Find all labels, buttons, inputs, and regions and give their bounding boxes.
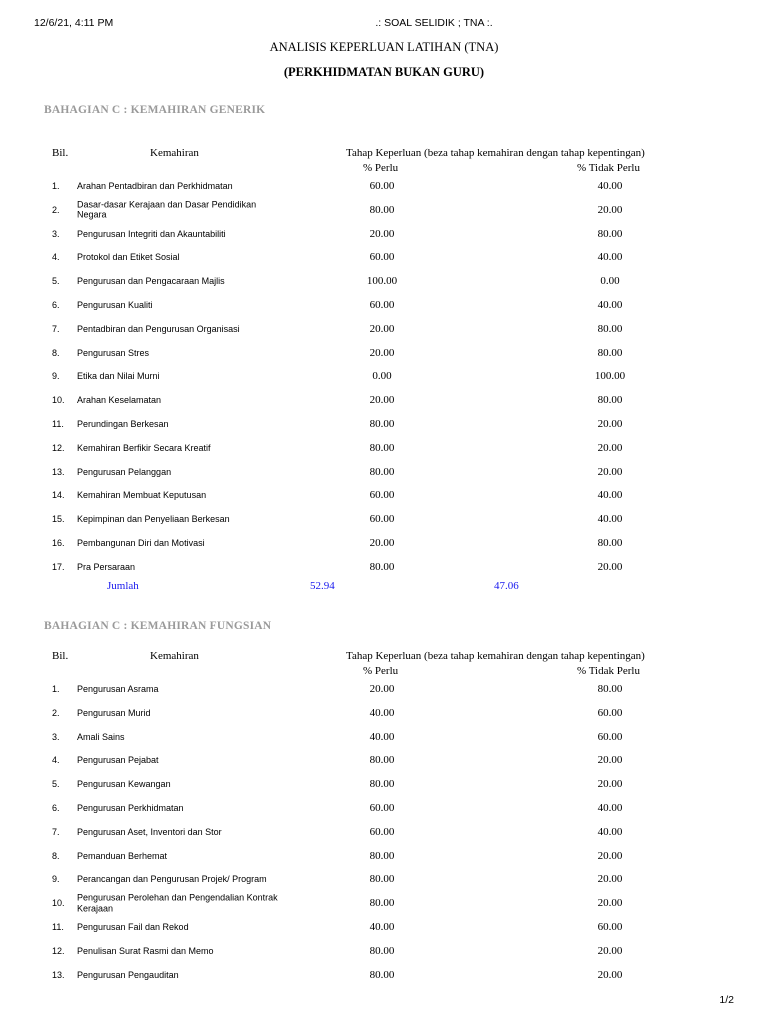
percent-perlu: 100.00 bbox=[366, 275, 398, 288]
table-row bbox=[0, 436, 768, 460]
skill-name: Amali Sains bbox=[77, 731, 125, 742]
section-functional-title: BAHAGIAN C : KEMAHIRAN FUNGSIAN bbox=[44, 620, 272, 632]
table-row bbox=[0, 483, 768, 507]
section-generic-title: BAHAGIAN C : KEMAHIRAN GENERIK bbox=[44, 104, 266, 116]
percent-perlu: 60.00 bbox=[369, 825, 395, 838]
skill-name: Pengurusan Murid bbox=[77, 707, 151, 718]
row-number: 2. bbox=[52, 707, 60, 718]
row-number: 4. bbox=[52, 252, 60, 263]
percent-perlu: 0.00 bbox=[372, 370, 392, 383]
skill-name: Etika dan Nilai Murni bbox=[77, 371, 160, 382]
table-row bbox=[0, 364, 768, 388]
print-page-title: .: SOAL SELIDIK ; TNA :. bbox=[375, 17, 493, 29]
row-number: 9. bbox=[52, 371, 60, 382]
row-number: 16. bbox=[52, 538, 65, 548]
row-number: 5. bbox=[52, 276, 60, 287]
percent-tidak-perlu: 80.00 bbox=[597, 537, 623, 549]
percent-tidak-perlu: 40.00 bbox=[597, 299, 623, 311]
skill-name: Pengurusan Asrama bbox=[77, 683, 159, 694]
col-skill: Kemahiran bbox=[150, 650, 199, 662]
table-row bbox=[0, 341, 768, 365]
generic-total-tidak-perlu: 47.06 bbox=[494, 580, 519, 592]
col-bil: Bil. bbox=[52, 650, 69, 662]
skill-name: Pengurusan Pengauditan bbox=[77, 969, 179, 980]
table-row bbox=[0, 507, 768, 531]
percent-perlu: 80.00 bbox=[369, 849, 395, 862]
table-row bbox=[0, 412, 768, 436]
generic-total-label: Jumlah bbox=[107, 580, 139, 592]
row-number: 3. bbox=[52, 228, 60, 239]
row-number: 2. bbox=[52, 204, 60, 215]
percent-perlu: 40.00 bbox=[369, 706, 395, 719]
percent-tidak-perlu: 60.00 bbox=[597, 921, 623, 933]
skill-name: Pengurusan Fail dan Rekod bbox=[77, 921, 189, 932]
percent-tidak-perlu: 60.00 bbox=[597, 706, 623, 719]
col-perlu: % Perlu bbox=[363, 162, 399, 174]
percent-perlu: 80.00 bbox=[369, 560, 395, 573]
percent-tidak-perlu: 80.00 bbox=[597, 394, 623, 407]
percent-perlu: 80.00 bbox=[369, 418, 395, 430]
percent-tidak-perlu: 20.00 bbox=[597, 418, 623, 430]
table-row bbox=[0, 867, 768, 891]
percent-perlu: 80.00 bbox=[369, 465, 395, 478]
percent-perlu: 20.00 bbox=[369, 346, 395, 359]
skill-name: Pentadbiran dan Pengurusan Organisasi bbox=[77, 323, 240, 334]
percent-perlu: 80.00 bbox=[369, 968, 395, 981]
percent-perlu: 60.00 bbox=[369, 513, 395, 526]
row-number: 6. bbox=[52, 300, 60, 310]
percent-perlu: 60.00 bbox=[369, 802, 395, 814]
row-number: 6. bbox=[52, 803, 60, 813]
skill-name: Kepimpinan dan Penyeliaan Berkesan bbox=[77, 513, 230, 524]
table-row bbox=[0, 915, 768, 939]
table-row bbox=[0, 222, 768, 246]
col-need-level: Tahap Keperluan (beza tahap kemahiran dengan tahap kepentingan) bbox=[346, 147, 645, 159]
skill-name: Protokol dan Etiket Sosial bbox=[77, 252, 180, 263]
skill-name: Pembangunan Diri dan Motivasi bbox=[77, 537, 205, 548]
percent-perlu: 80.00 bbox=[369, 441, 395, 454]
table-row bbox=[0, 460, 768, 484]
row-number: 12. bbox=[52, 442, 65, 453]
percent-tidak-perlu: 40.00 bbox=[597, 180, 623, 192]
document-subtitle: (PERKHIDMATAN BUKAN GURU) bbox=[283, 65, 485, 79]
percent-tidak-perlu: 20.00 bbox=[597, 778, 623, 791]
generic-total-perlu: 52.94 bbox=[310, 580, 335, 592]
row-number: 3. bbox=[52, 731, 60, 742]
row-number: 12. bbox=[52, 945, 65, 956]
percent-tidak-perlu: 20.00 bbox=[597, 968, 623, 981]
col-perlu: % Perlu bbox=[363, 665, 399, 677]
row-number: 15. bbox=[52, 514, 65, 525]
table-row bbox=[0, 317, 768, 341]
table-row bbox=[0, 748, 768, 772]
row-number: 10. bbox=[52, 898, 65, 909]
table-row bbox=[0, 963, 768, 987]
skill-name: Pengurusan dan Pengacaraan Majlis bbox=[77, 275, 225, 286]
row-number: 5. bbox=[52, 779, 60, 790]
row-number: 7. bbox=[52, 323, 60, 334]
col-tidak-perlu: % Tidak Perlu bbox=[577, 162, 640, 174]
percent-perlu: 60.00 bbox=[369, 180, 395, 192]
percent-perlu: 80.00 bbox=[369, 754, 395, 767]
percent-tidak-perlu: 0.00 bbox=[600, 275, 620, 288]
percent-perlu: 40.00 bbox=[369, 921, 395, 933]
skill-name: Kemahiran Membuat Keputusan bbox=[77, 490, 207, 501]
skill-name: Pengurusan Kewangan bbox=[77, 778, 171, 789]
row-number: 11. bbox=[52, 419, 64, 429]
table-row bbox=[0, 939, 768, 963]
page-number: 1/2 bbox=[719, 994, 734, 1006]
table-row bbox=[0, 796, 768, 820]
skill-name: Pengurusan Pejabat bbox=[77, 755, 159, 766]
table-row bbox=[0, 555, 768, 579]
percent-perlu: 60.00 bbox=[369, 299, 395, 311]
skill-name: Perancangan dan Pengurusan Projek/ Program bbox=[77, 874, 267, 885]
skill-name: Pengurusan Aset, Inventori dan Stor bbox=[77, 826, 222, 837]
table-row bbox=[0, 388, 768, 412]
row-number: 17. bbox=[52, 561, 65, 572]
table-row bbox=[0, 701, 768, 725]
table-row bbox=[0, 269, 768, 293]
skill-name: Arahan Keselamatan bbox=[77, 394, 162, 405]
percent-perlu: 20.00 bbox=[369, 227, 395, 240]
percent-tidak-perlu: 20.00 bbox=[597, 873, 623, 886]
percent-tidak-perlu: 40.00 bbox=[597, 513, 623, 526]
percent-tidak-perlu: 20.00 bbox=[597, 944, 623, 957]
percent-tidak-perlu: 20.00 bbox=[597, 849, 623, 862]
percent-tidak-perlu: 80.00 bbox=[597, 683, 623, 695]
skill-name: Pengurusan Pelanggan bbox=[77, 466, 172, 477]
percent-perlu: 80.00 bbox=[369, 778, 395, 791]
percent-tidak-perlu: 80.00 bbox=[597, 227, 623, 240]
row-number: 8. bbox=[52, 347, 60, 358]
percent-tidak-perlu: 20.00 bbox=[597, 897, 623, 910]
row-number: 4. bbox=[52, 755, 60, 766]
percent-perlu: 60.00 bbox=[369, 489, 395, 502]
percent-perlu: 20.00 bbox=[369, 537, 395, 549]
percent-perlu: 60.00 bbox=[369, 251, 395, 264]
table-row bbox=[0, 174, 768, 198]
skill-name: Arahan Pentadbiran dan Perkhidmatan bbox=[77, 180, 233, 191]
table-row bbox=[0, 891, 768, 915]
row-number: 8. bbox=[52, 850, 60, 861]
row-number: 11. bbox=[52, 922, 64, 932]
skill-name: Pra Persaraan bbox=[77, 561, 136, 572]
skill-name: Perundingan Berkesan bbox=[77, 418, 169, 429]
skill-name: Kemahiran Berfikir Secara Kreatif bbox=[77, 442, 211, 453]
table-row bbox=[0, 772, 768, 796]
table-row bbox=[0, 531, 768, 555]
document-title: ANALISIS KEPERLUAN LATIHAN (TNA) bbox=[269, 40, 499, 54]
percent-perlu: 80.00 bbox=[369, 944, 395, 957]
col-skill: Kemahiran bbox=[150, 147, 199, 159]
skill-name: Pemanduan Berhemat bbox=[77, 850, 168, 861]
percent-tidak-perlu: 80.00 bbox=[597, 322, 623, 335]
row-number: 9. bbox=[52, 874, 60, 885]
percent-perlu: 80.00 bbox=[369, 203, 395, 216]
percent-tidak-perlu: 20.00 bbox=[597, 754, 623, 767]
percent-tidak-perlu: 40.00 bbox=[597, 802, 623, 814]
row-number: 7. bbox=[52, 826, 60, 837]
row-number: 1. bbox=[52, 684, 60, 694]
table-row bbox=[0, 198, 768, 222]
table-row bbox=[0, 820, 768, 844]
col-bil: Bil. bbox=[52, 147, 69, 159]
percent-perlu: 80.00 bbox=[369, 873, 395, 886]
table-row bbox=[0, 725, 768, 749]
percent-perlu: 20.00 bbox=[369, 683, 395, 695]
skill-name: Pengurusan Stres bbox=[77, 347, 150, 358]
percent-tidak-perlu: 20.00 bbox=[597, 465, 623, 478]
skill-name: Pengurusan Integriti dan Akauntabiliti bbox=[77, 228, 226, 239]
skill-name: Penulisan Surat Rasmi dan Memo bbox=[77, 945, 214, 956]
percent-perlu: 20.00 bbox=[369, 394, 395, 407]
percent-tidak-perlu: 100.00 bbox=[594, 370, 626, 383]
percent-perlu: 40.00 bbox=[369, 730, 395, 743]
print-datetime: 12/6/21, 4:11 PM bbox=[34, 17, 114, 29]
row-number: 14. bbox=[52, 490, 65, 501]
table-row bbox=[0, 677, 768, 701]
percent-tidak-perlu: 40.00 bbox=[597, 489, 623, 502]
table-row bbox=[0, 245, 768, 269]
table-row bbox=[0, 293, 768, 317]
skill-name: Pengurusan Perkhidmatan bbox=[77, 802, 184, 813]
skill-name: Dasar-dasar Kerajaan dan Dasar Pendidikan Negara bbox=[77, 199, 257, 220]
col-tidak-perlu: % Tidak Perlu bbox=[577, 665, 640, 677]
percent-tidak-perlu: 20.00 bbox=[597, 203, 623, 216]
percent-tidak-perlu: 20.00 bbox=[597, 560, 623, 573]
row-number: 13. bbox=[52, 466, 65, 477]
percent-perlu: 80.00 bbox=[369, 897, 395, 910]
percent-tidak-perlu: 40.00 bbox=[597, 825, 623, 838]
percent-tidak-perlu: 60.00 bbox=[597, 730, 623, 743]
skill-name: Pengurusan Kualiti bbox=[77, 299, 153, 310]
percent-tidak-perlu: 40.00 bbox=[597, 251, 623, 264]
row-number: 13. bbox=[52, 969, 65, 980]
row-number: 1. bbox=[52, 181, 60, 191]
table-row bbox=[0, 844, 768, 868]
percent-tidak-perlu: 80.00 bbox=[597, 346, 623, 359]
percent-perlu: 20.00 bbox=[369, 322, 395, 335]
percent-tidak-perlu: 20.00 bbox=[597, 441, 623, 454]
skill-name: Pengurusan Perolehan dan Pengendalian Kontrak Kerajaan bbox=[77, 892, 278, 914]
col-need-level: Tahap Keperluan (beza tahap kemahiran dengan tahap kepentingan) bbox=[346, 650, 645, 662]
row-number: 10. bbox=[52, 395, 65, 406]
